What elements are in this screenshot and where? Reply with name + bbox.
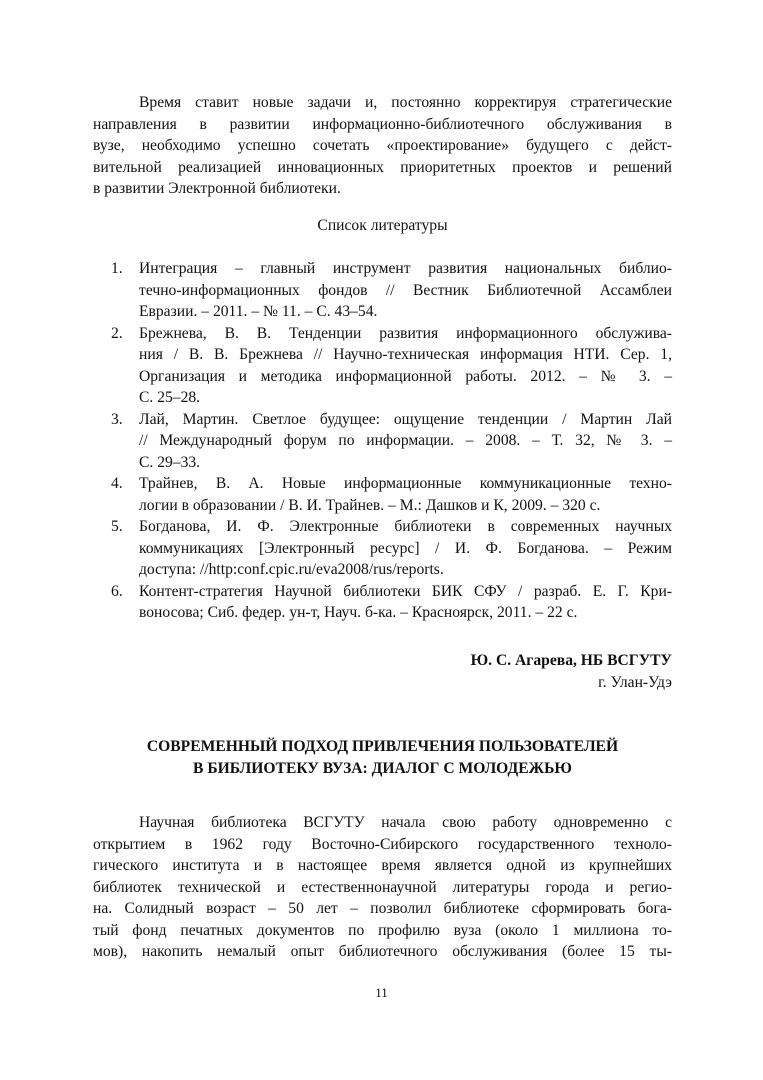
text-line: // Международный форум по информации. – 2008. – Т. 32, № 3. – [139, 432, 672, 449]
text-line: С. 29–33. [139, 453, 201, 471]
text-line: С. 25–28. [139, 389, 201, 406]
text-line: доступа: //http:conf.cpic.ru/eva2008/rus/reports. [139, 561, 444, 578]
text-line: Трайнев, В. А. Новые информационные коммуникационные техно- [139, 475, 672, 492]
reference-item [93, 323, 672, 409]
text-line: библиотек технической и естественнонаучной литературы города и регио- [93, 878, 672, 896]
text-line: Богданова, И. Ф. Электронные библиотеки в современных научных [139, 518, 672, 535]
reference-number: 4. [111, 475, 123, 492]
text-line: на. Солидный возраст – 50 лет – позволил библиотеке сформировать бога- [93, 900, 672, 917]
text-line: открытием в 1962 году Восточно-Сибирского государственного техноло- [93, 835, 672, 853]
article-title-line: В БИБЛИОТЕКУ ВУЗА: ДИАЛОГ С МОЛОДЕЖЬЮ [193, 759, 572, 777]
text-line: Научная библиотека ВСГУТУ начала свою работу одновременно с [139, 814, 672, 831]
intro-paragraph [93, 92, 672, 200]
text-line: направления в развитии информационно-библиотечного обслуживания в [93, 115, 672, 133]
author-city: г. Улан-Удэ [598, 673, 672, 691]
text-line: Евразии. – 2011. – № 11. – С. 43–54. [139, 303, 378, 320]
text-line: Время ставит новые задачи и, постоянно корректируя стратегические [139, 94, 672, 111]
text-line: Лай, Мартин. Светлое будущее: ощущение тенденции / Мартин Лай [139, 410, 672, 428]
text-line: Контент-стратегия Научной библиотеки БИК СФУ / разраб. Е. Г. Кри- [139, 582, 672, 600]
text-line: воносова; Сиб. федер. ун-т, Науч. б-ка. – Красноярск, 2011. – 22 с. [139, 604, 578, 621]
text-line: в развитии Электронной библиотеки. [93, 180, 341, 197]
text-line: тый фонд печатных документов по профилю вуза (около 1 миллиона то- [93, 921, 672, 939]
text-line: течно-информационных фондов // Вестник Библиотечной Ассамблеи [139, 281, 672, 299]
reference-number: 2. [111, 324, 123, 342]
text-line: вительной реализацией инновационных приоритетных проектов и решений [93, 158, 672, 176]
article-paragraph [93, 812, 672, 963]
reference-number: 3. [111, 410, 123, 428]
text-line: гического института и в настоящее время является одной из крупнейших [93, 857, 672, 874]
reference-item [93, 516, 672, 581]
reference-item [93, 581, 672, 624]
reference-item [93, 258, 672, 323]
text-line: Интеграция – главный инструмент развития национальных библио- [139, 260, 672, 277]
text-line: ния / В. В. Брежнева // Научно-техническая информация НТИ. Сер. 1, [139, 346, 672, 363]
references-title-block [93, 215, 672, 237]
reference-item [93, 409, 672, 474]
text-line: мов), накопить немалый опыт библиотечного обслуживания (более 15 ты- [93, 943, 672, 960]
text-line: Организация и методика информационной работы. 2012. – № 3. – [139, 367, 672, 385]
page-number: 11 [375, 985, 388, 1000]
text-line: вузе, необходимо успешно сочетать «проектирование» будущего с дейст- [93, 137, 672, 154]
text-line: логии в образовании / В. И. Трайнев. – М.: Дашков и К, 2009. – 320 с. [139, 496, 601, 514]
author-name: Ю. С. Агарева, НБ ВСГУТУ [470, 652, 672, 669]
reference-item [93, 473, 672, 516]
reference-number: 1. [111, 260, 123, 277]
references-list [93, 258, 672, 624]
author-block [93, 650, 672, 693]
reference-number: 6. [111, 582, 123, 600]
text-line: коммуникациях [Электронный ресурс] / И. Ф. Богданова. – Режим [139, 539, 672, 557]
text-line: Брежнева, В. В. Тенденции развития информационного обслужива- [139, 324, 672, 342]
article-title [93, 736, 672, 779]
references-title: Список литературы [317, 217, 448, 234]
article-title-line: СОВРЕМЕННЫЙ ПОДХОД ПРИВЛЕЧЕНИЯ ПОЛЬЗОВАТЕЛЕЙ [146, 738, 619, 755]
reference-number: 5. [111, 518, 123, 535]
